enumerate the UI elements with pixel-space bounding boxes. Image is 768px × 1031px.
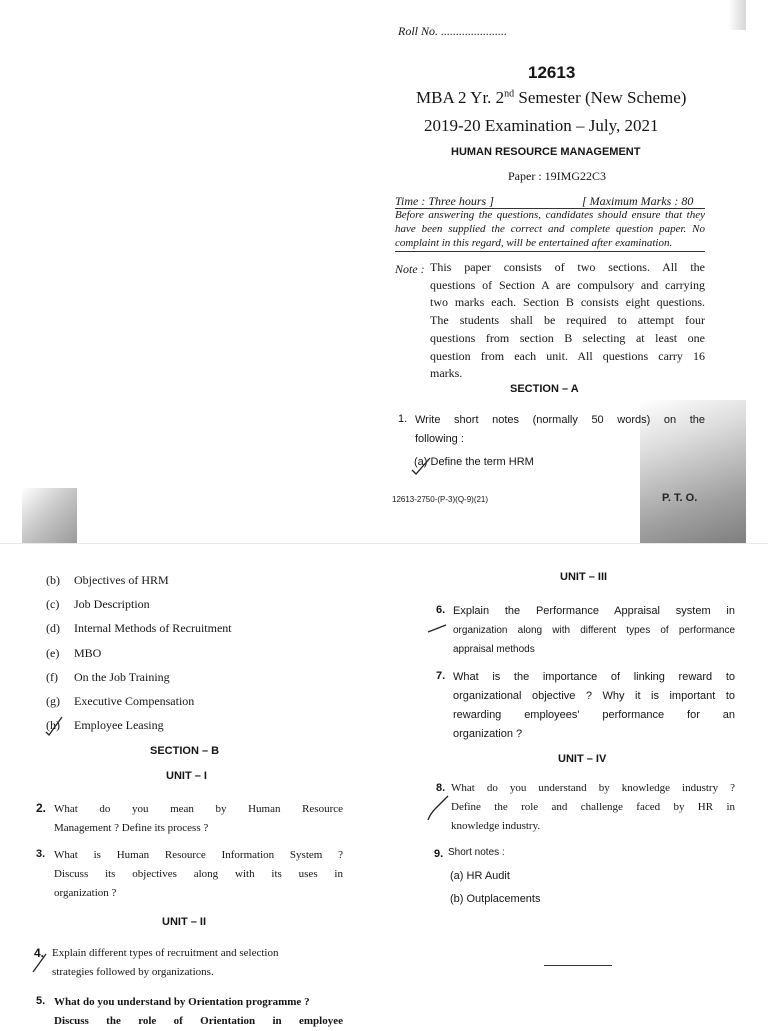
footer-code: 12613-2750-(P-3)(Q-9)(21) [392, 495, 489, 504]
q1-subpart-a: (a) Define the term HRM [414, 456, 534, 468]
pen-tick-mark [44, 714, 64, 736]
note-line: questions from section B selecting at least one [430, 330, 705, 345]
note-line: questions of Section A are compulsory and carrying [430, 277, 705, 292]
paper-code: 12613 [528, 63, 576, 82]
q8-line: Define the role and challenge faced by HR in [451, 801, 735, 813]
course-title: MBA 2 Yr. 2nd Semester (New Scheme) [416, 88, 687, 107]
scan-shadow-left [22, 488, 77, 543]
q7-line: organization ? [453, 728, 523, 740]
list-item: (e) MBO [46, 645, 102, 660]
q5-line: Discuss the role of Orientation in employee [54, 1015, 343, 1027]
instructions-rule [395, 251, 705, 252]
q3-number: 3. [36, 848, 46, 860]
q3-line: What is Human Resource Information System ? [54, 849, 343, 861]
end-rule [544, 965, 612, 966]
q7-line: rewarding employees' performance for an [453, 709, 735, 721]
list-item: (f) On the Job Training [46, 669, 170, 684]
list-item: (c) Job Description [46, 597, 150, 612]
pen-tick-mark [410, 456, 432, 476]
page-divider [0, 543, 768, 544]
q1-line: Write short notes (normally 50 words) on the [415, 414, 705, 426]
q8-text [451, 779, 735, 836]
q3-text [54, 846, 343, 903]
q3-line: Discuss its objectives along with its uses in [54, 868, 343, 880]
pto-label: P. T. O. [662, 492, 698, 504]
note-line: This paper consists of two sections. All the [430, 260, 705, 274]
pen-tick-mark [424, 794, 450, 824]
q7-line: organizational objective ? Why it is important to [453, 690, 735, 702]
list-item: (h) Employee Leasing [46, 718, 164, 733]
q5-line: What do you understand by Orientation programme ? [54, 996, 310, 1008]
instructions [395, 208, 705, 250]
pen-tick-mark [426, 622, 448, 634]
q1-line: following : [415, 433, 464, 445]
q6-line: organization along with different types of performance [453, 625, 735, 636]
q2-line: Management ? Define its process ? [54, 822, 209, 834]
list-item: (b) Objectives of HRM [46, 573, 169, 587]
exam-title: 2019-20 Examination – July, 2021 [424, 116, 659, 135]
instruction-line: complaint in this regard, will be entertained after examination. [395, 237, 673, 249]
q7-text [453, 668, 735, 744]
instruction-line: Before answering the questions, candidates should ensure that they [395, 209, 705, 221]
scan-edge-top-right [728, 0, 746, 30]
note-line: two marks each. Section B consists eight questions. [430, 295, 705, 310]
note-body [430, 259, 705, 383]
q4-text [52, 944, 343, 982]
q6-line: appraisal methods [453, 644, 535, 655]
q4-number: 4. [34, 946, 45, 960]
q7-number: 7. [436, 670, 446, 682]
list-item: (g) Executive Compensation [46, 694, 195, 709]
q4-line: Explain different types of recruitment and selection [52, 947, 279, 959]
q2-line: What do you mean by Human Resource [54, 803, 343, 815]
q2-text [54, 800, 343, 838]
paper-number: Paper : 19IMG22C3 [508, 169, 606, 183]
max-marks-label: [ Maximum Marks : 80 [582, 194, 694, 208]
section-b-heading: SECTION – B [150, 745, 220, 757]
q3-line: organization ? [54, 887, 117, 899]
q6-number: 6. [436, 604, 446, 616]
unit-1-heading: UNIT – I [166, 770, 207, 782]
note-label: Note : [395, 262, 425, 276]
q7-line: What is the importance of linking reward to [453, 671, 735, 683]
q9-number: 9. [434, 848, 444, 860]
note-line: question from each unit. All questions carry 16 [430, 348, 705, 363]
subject-title: HUMAN RESOURCE MANAGEMENT [451, 146, 641, 158]
pen-tick-mark [30, 952, 48, 974]
note-line: The students shall be required to attempt four [430, 313, 705, 328]
q8-line: knowledge industry. [451, 820, 541, 832]
q5-number: 5. [36, 995, 46, 1007]
q8-number: 8. [436, 782, 446, 794]
q6-line: Explain the Performance Appraisal system in [453, 605, 735, 617]
q9-subpart-a: (a) HR Audit [450, 870, 510, 882]
note-line: marks. [430, 366, 463, 381]
time-label: Time : Three hours ] [395, 194, 494, 208]
q5-text [54, 993, 343, 1031]
instruction-line: have been supplied the correct and complete question paper. No [395, 223, 705, 235]
q2-number: 2. [36, 801, 47, 815]
q4-line: strategies followed by organizations. [52, 966, 214, 978]
q8-line: What do you understand by knowledge industry ? [451, 782, 735, 794]
q1-text [415, 411, 705, 449]
unit-2-heading: UNIT – II [162, 916, 207, 928]
subpart-list [46, 568, 232, 737]
q9-subpart-b: (b) Outplacements [450, 893, 541, 905]
section-a-heading: SECTION – A [510, 383, 579, 395]
unit-4-heading: UNIT – IV [558, 753, 607, 765]
unit-3-heading: UNIT – III [560, 571, 608, 583]
q6-text [453, 602, 735, 659]
roll-number: Roll No. ...................... [398, 24, 508, 38]
list-item: (d) Internal Methods of Recruitment [46, 621, 232, 636]
q9-text: Short notes : [448, 847, 505, 858]
q1-number: 1. [398, 413, 408, 425]
